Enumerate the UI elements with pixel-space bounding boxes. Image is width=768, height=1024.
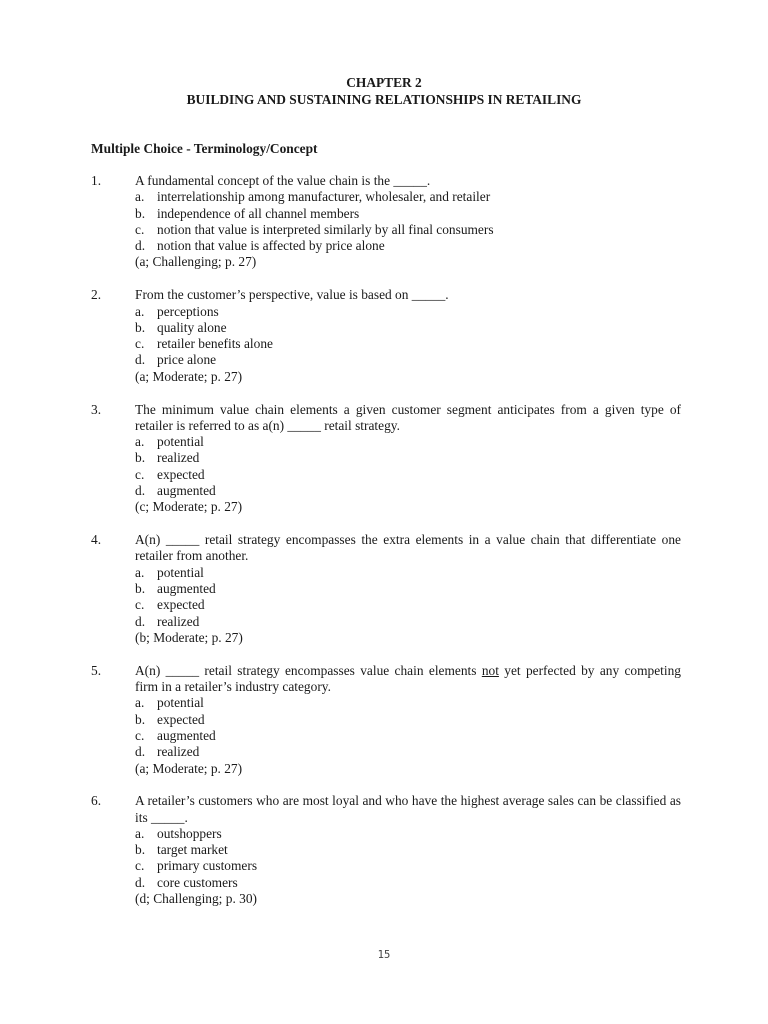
answer-option <box>135 206 681 222</box>
answer-option <box>135 450 681 466</box>
answer-option <box>135 728 681 744</box>
option-text: independence of all channel members <box>157 205 360 221</box>
option-letter: b. <box>135 581 146 597</box>
answer-key: (d; Challenging; p. 30) <box>135 891 257 907</box>
option-text: realized <box>157 613 200 629</box>
option-text: augmented <box>157 581 216 597</box>
answer-option <box>135 320 681 336</box>
option-text: target market <box>157 842 228 858</box>
answer-option <box>135 467 681 483</box>
option-text: expected <box>157 466 205 482</box>
answer-option <box>135 189 681 205</box>
option-letter: d. <box>135 483 146 499</box>
question-text-part: The minimum value chain elements a given customer segment anticipates from a given type of retailer is referred to as a(n) _____ retail strategy. <box>135 401 681 433</box>
section-title: Multiple Choice - Terminology/Concept <box>91 141 318 156</box>
chapter-title: BUILDING AND SUSTAINING RELATIONSHIPS IN RETAILING <box>186 92 582 107</box>
option-letter: a. <box>135 434 145 450</box>
page-number: 15 <box>377 949 391 961</box>
answer-key: (a; Moderate; p. 27) <box>135 760 243 776</box>
option-letter: a. <box>135 825 145 841</box>
answer-option <box>135 336 681 352</box>
option-letter: c. <box>135 858 145 874</box>
option-letter: d. <box>135 613 146 629</box>
option-letter: b. <box>135 711 146 727</box>
option-text: notion that value is interpreted similarly by all final consumers <box>157 221 494 237</box>
option-letter: a. <box>135 189 145 205</box>
question-number: 2. <box>91 287 102 303</box>
question-item <box>91 287 681 385</box>
option-letter: c. <box>135 727 145 743</box>
question-list <box>91 173 681 924</box>
question-text-part: A fundamental concept of the value chain is the _____. <box>135 173 431 188</box>
answer-option <box>135 826 681 842</box>
question-item <box>91 532 681 646</box>
answer-option <box>135 614 681 630</box>
answer-option <box>135 434 681 450</box>
option-text: outshoppers <box>157 825 222 841</box>
question-number: 6. <box>91 793 102 809</box>
option-text: expected <box>157 597 205 613</box>
answer-option <box>135 565 681 581</box>
option-text: quality alone <box>157 319 227 335</box>
option-letter: d. <box>135 238 146 254</box>
answer-option <box>135 597 681 613</box>
option-letter: c. <box>135 597 145 613</box>
option-text: retailer benefits alone <box>157 336 273 352</box>
question-text <box>135 287 681 303</box>
option-text: perceptions <box>157 303 219 319</box>
question-text-part: yet perfected by any competing firm in a retailer’s industry category. <box>135 662 682 695</box>
question-item <box>91 663 681 777</box>
option-letter: c. <box>135 336 145 352</box>
question-text <box>135 173 681 189</box>
question-item <box>91 173 681 271</box>
question-item <box>91 793 681 907</box>
answer-key: (b; Moderate; p. 27) <box>135 629 243 645</box>
answer-option <box>135 858 681 874</box>
option-text: augmented <box>157 727 216 743</box>
option-letter: d. <box>135 874 146 890</box>
answer-option <box>135 352 681 368</box>
answer-option <box>135 744 681 760</box>
option-text: realized <box>157 744 200 760</box>
option-letter: c. <box>135 221 145 237</box>
question-text-part: A retailer’s customers who are most loyal and who have the highest average sales can be classified as its _____. <box>135 793 681 825</box>
option-text: interrelationship among manufacturer, wholesaler, and retailer <box>157 189 491 205</box>
question-number: 1. <box>91 173 102 188</box>
question-text-part: A(n) _____ retail strategy encompasses value chain elements <box>135 662 482 678</box>
option-text: potential <box>157 434 204 450</box>
option-letter: a. <box>135 695 145 711</box>
question-text <box>135 793 681 826</box>
option-text: realized <box>157 450 200 466</box>
answer-option <box>135 222 681 238</box>
option-letter: a. <box>135 564 145 580</box>
answer-option <box>135 875 681 891</box>
option-letter: a. <box>135 303 145 319</box>
option-text: potential <box>157 564 204 580</box>
option-letter: b. <box>135 450 146 466</box>
option-text: notion that value is affected by price alone <box>157 238 385 254</box>
answer-key: (a; Moderate; p. 27) <box>135 368 243 384</box>
question-text-part: From the customer’s perspective, value is based on _____. <box>135 287 449 303</box>
answer-option <box>135 712 681 728</box>
answer-option <box>135 304 681 320</box>
option-text: potential <box>157 695 204 711</box>
chapter-number: CHAPTER 2 <box>346 75 422 90</box>
option-letter: b. <box>135 842 146 858</box>
option-letter: d. <box>135 352 146 368</box>
question-emphasis: not <box>481 662 499 678</box>
question-text-part: A(n) _____ retail strategy encompasses the extra elements in a value chain that differentiate one retailer from another. <box>135 532 681 564</box>
question-number: 3. <box>91 401 102 417</box>
answer-option <box>135 238 681 254</box>
answer-key: (c; Moderate; p. 27) <box>135 499 243 515</box>
option-letter: b. <box>135 205 146 221</box>
option-text: augmented <box>157 483 216 499</box>
answer-option <box>135 483 681 499</box>
chapter-header <box>0 74 768 108</box>
question-item <box>91 402 681 516</box>
option-letter: c. <box>135 466 145 482</box>
option-text: price alone <box>157 352 217 368</box>
option-text: expected <box>157 711 205 727</box>
question-number: 4. <box>91 532 102 548</box>
question-number: 5. <box>91 662 102 678</box>
option-letter: d. <box>135 744 146 760</box>
question-text <box>135 663 681 696</box>
option-letter: b. <box>135 319 146 335</box>
answer-option <box>135 842 681 858</box>
answer-option <box>135 581 681 597</box>
answer-key: (a; Challenging; p. 27) <box>135 254 257 270</box>
option-text: primary customers <box>157 858 258 874</box>
option-text: core customers <box>157 874 238 890</box>
answer-option <box>135 695 681 711</box>
question-text <box>135 402 681 435</box>
question-text <box>135 532 681 565</box>
